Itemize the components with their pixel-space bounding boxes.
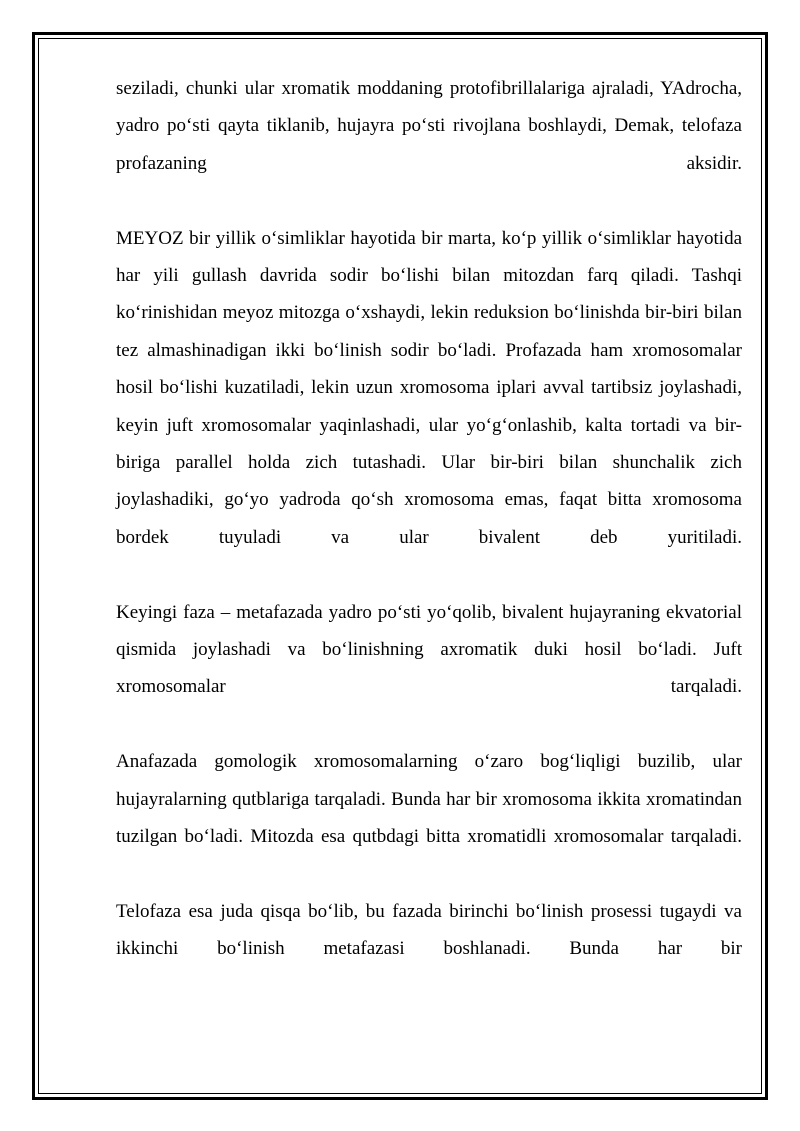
paragraph-gap <box>116 556 742 593</box>
paragraph-anafaza: Anafazada gomologik xromosomalarning o‘zaro bog‘liqligi buzilib, ular hujayralarning qutblariga tarqaladi. Bunda har bir xromosoma ikkita xromatindan tuzilgan bo‘ladi. Mitozda esa qutbdagi bitta xromatidli xromosomalar tarqaladi. <box>116 751 742 848</box>
paragraph-meyoz: MEYOZ bir yillik o‘simliklar hayotida bir marta, ko‘p yillik o‘simliklar hayotida har yili gullash davrida sodir bo‘lishi bilan mitozdan farq qiladi. Tashqi ko‘rinishidan meyoz mitozga o‘xshaydi, lekin reduksion bo‘linishda bir-biri bilan tez almashinadigan ikki bo‘linish sodir bo‘ladi. Profazada ham xromosomalar hosil bo‘lishi kuzatiladi, lekin uzun xromosoma iplari avval tartibsiz joylashadi, keyin juft xromosomalar yaqinlashadi, ular yo‘g‘onlashib, kalta tortadi va bir-biriga parallel holda zich tutashadi. Ular bir-biri bilan shunchalik zich joylashadiki, go‘yo yadroda qo‘sh xromosoma emas, faqat bitta xromosoma bordek tuyuladi va ular bivalent deb yuritiladi. <box>116 227 742 548</box>
paragraph-telofaza: Telofaza esa juda qisqa bo‘lib, bu fazada birinchi bo‘linish prosessi tugaydi va ikkinchi bo‘linish metafazasi boshlanadi. Bunda har bir <box>116 900 742 960</box>
document-body <box>116 70 742 968</box>
paragraph-gap <box>116 706 742 743</box>
paragraph-telofaza-end: seziladi, chunki ular xromatik moddaning protofibrillalariga ajraladi, YAdrocha, yadro po‘sti qayta tiklanib, hujayra po‘sti rivojlana boshlaydi, Demak, telofaza profazaning aksidir. <box>116 78 742 174</box>
paragraph-gap <box>116 855 742 892</box>
paragraph-gap <box>116 182 742 219</box>
paragraph-metafaza: Keyingi faza – metafazada yadro po‘sti yo‘qolib, bivalent hujayraning ekvatorial qismida joylashadi va bo‘linishning axromatik duki hosil bo‘ladi. Juft xromosomalar tarqaladi. <box>116 601 742 698</box>
